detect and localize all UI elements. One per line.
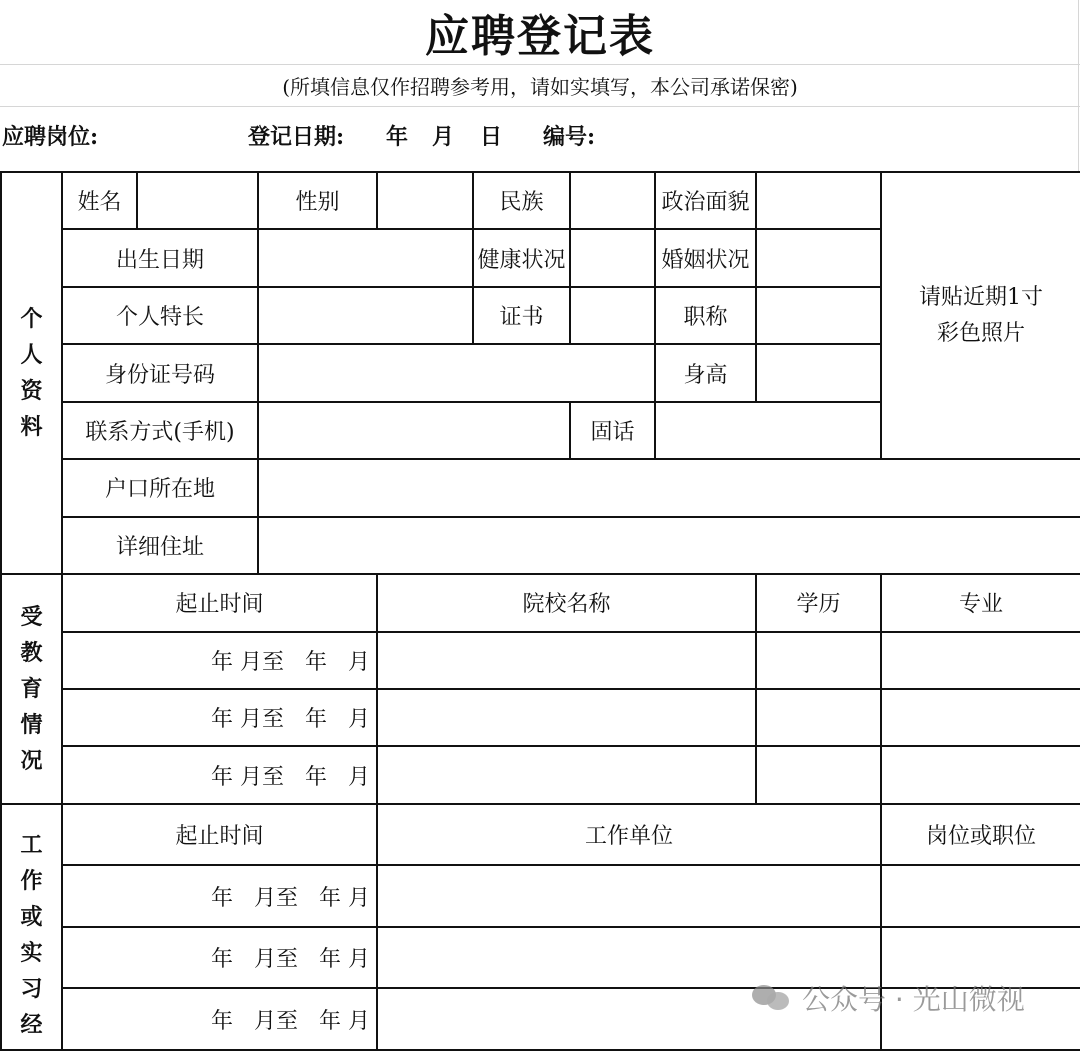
field-ethnicity[interactable] [570,172,655,229]
field-height[interactable] [756,344,881,401]
header-position: 岗位或职位 [881,804,1080,866]
edu-row-3-degree[interactable] [756,746,881,803]
watermark-text: 公众号 · 光山微视 [802,983,1025,1016]
edu-row-3-major[interactable] [881,746,1080,803]
field-contact[interactable] [258,402,570,459]
field-id-number[interactable] [258,344,655,401]
section-education [1,574,62,804]
label-contact: 联系方式(手机) [62,402,258,459]
field-address[interactable] [258,517,1080,574]
field-landline[interactable] [655,402,881,459]
label-certificate: 证书 [473,287,570,344]
section-education-title: 受教育情况 [20,603,43,774]
header-edu-period: 起止时间 [62,574,377,631]
section-personal-title: 个人资料 [20,306,43,441]
label-id-number: 身份证号码 [62,344,258,401]
edu-row-3-period[interactable]: 年 月至 年 月 [62,746,377,803]
label-specialty: 个人特长 [62,287,258,344]
position-label: 应聘岗位: [2,124,99,150]
header-work-period: 起止时间 [62,804,377,866]
photo-hint-line1: 请贴近期1寸 [919,284,1043,310]
work-row-1-position[interactable] [881,865,1080,927]
header-school: 院校名称 [377,574,756,631]
field-gender[interactable] [377,172,473,229]
edu-row-3-school[interactable] [377,746,756,803]
work-row-1-period[interactable]: 年 月至 年 月 [62,865,377,927]
label-name: 姓名 [62,172,137,229]
edu-row-1-school[interactable] [377,632,756,689]
form-title: 应聘登记表 [0,0,1080,65]
photo-hint-line2: 彩色照片 [936,320,1025,346]
number-label: 编号: [543,124,596,150]
page-edge-line [1078,0,1079,172]
section-work-title: 工作或实习经 [20,831,43,1038]
label-political: 政治面貌 [655,172,756,229]
field-specialty[interactable] [258,287,473,344]
header-degree: 学历 [756,574,881,631]
work-row-1-employer[interactable] [377,865,881,927]
field-political[interactable] [756,172,881,229]
edu-row-1-major[interactable] [881,632,1080,689]
header-employer: 工作单位 [377,804,881,866]
label-birth: 出生日期 [62,229,258,286]
photo-area[interactable] [881,172,1080,459]
section-personal [1,172,62,574]
header-major: 专业 [881,574,1080,631]
wechat-icon [752,983,792,1013]
field-name[interactable] [137,172,258,229]
label-title: 职称 [655,287,756,344]
form-subtitle: (所填信息仅作招聘参考用，请如实填写，本公司承诺保密) [0,65,1080,107]
edu-row-2-period[interactable]: 年 月至 年 月 [62,689,377,746]
label-hukou: 户口所在地 [62,459,258,516]
label-ethnicity: 民族 [473,172,570,229]
label-health: 健康状况 [473,229,570,286]
field-title[interactable] [756,287,881,344]
date-label: 登记日期: [248,124,345,150]
field-marital[interactable] [756,229,881,286]
registration-table [0,171,1080,1051]
work-row-3-period[interactable]: 年 月至 年 月 [62,988,377,1050]
edu-row-1-degree[interactable] [756,632,881,689]
section-work [1,804,62,1050]
date-month: 月 [432,124,455,150]
edu-row-1-period[interactable]: 年 月至 年 月 [62,632,377,689]
label-marital: 婚姻状况 [655,229,756,286]
field-certificate[interactable] [570,287,655,344]
label-gender: 性别 [258,172,377,229]
edu-row-2-major[interactable] [881,689,1080,746]
watermark [752,978,1025,1018]
date-year: 年 [386,124,409,150]
date-day: 日 [480,124,503,150]
work-row-2-period[interactable]: 年 月至 年 月 [62,927,377,989]
field-hukou[interactable] [258,459,1080,516]
edu-row-2-school[interactable] [377,689,756,746]
label-landline: 固话 [570,402,655,459]
edu-row-2-degree[interactable] [756,689,881,746]
label-height: 身高 [655,344,756,401]
field-health[interactable] [570,229,655,286]
label-address: 详细住址 [62,517,258,574]
field-birth[interactable] [258,229,473,286]
